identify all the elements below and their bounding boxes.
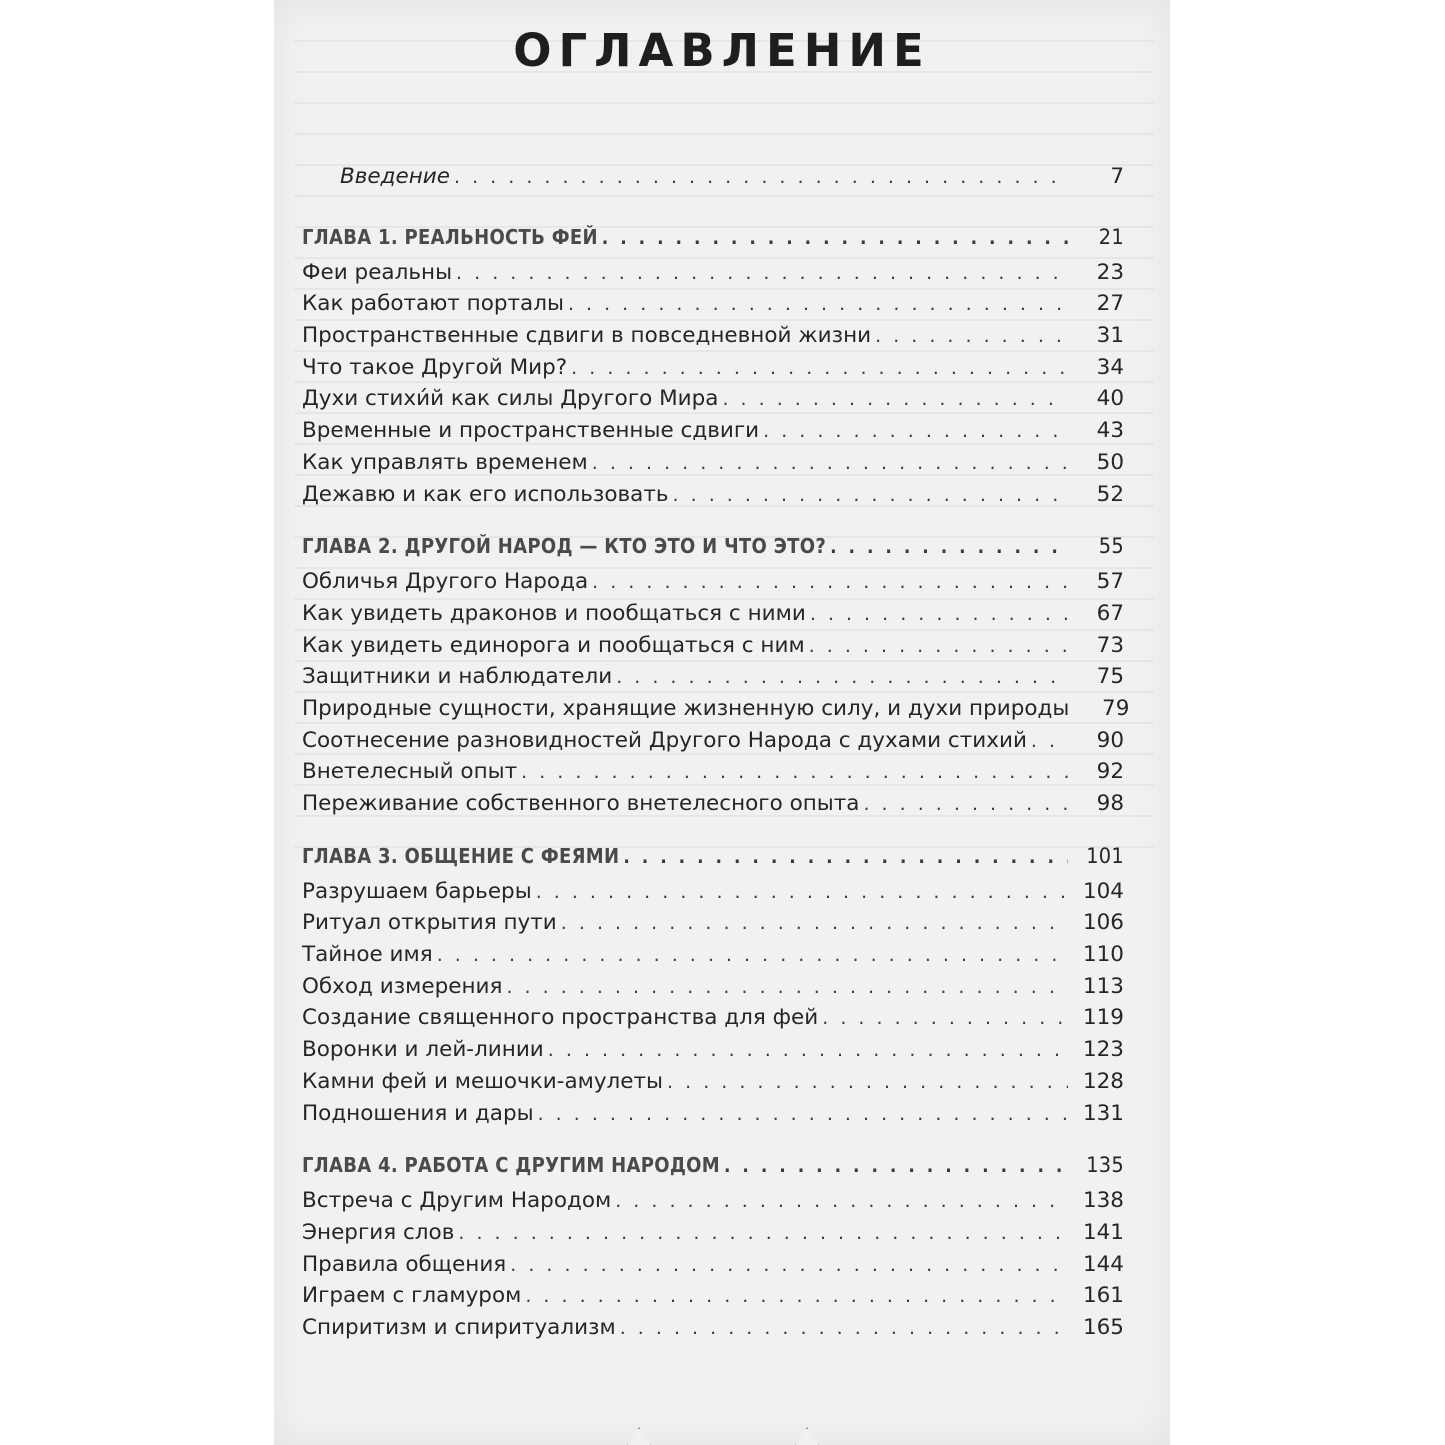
- toc-entry-label: Пространственные сдвиги в повседневной жизни: [302, 323, 872, 349]
- toc-entry-label: Обход измерения: [302, 973, 503, 999]
- toc-page-number: 67: [1096, 600, 1124, 626]
- toc-entry: [302, 756, 1124, 788]
- toc-entry: [302, 1312, 1124, 1344]
- toc-page-number: 131: [1082, 1100, 1124, 1126]
- dot-leader: [863, 789, 1068, 821]
- dot-leader: [722, 384, 1068, 416]
- toc-entry-label: Как увидеть драконов и пообщаться с ними: [302, 600, 806, 626]
- toc-entry: [302, 1066, 1124, 1098]
- toc-entry-label: Дежавю и как его использовать: [302, 481, 669, 507]
- dot-leader: [1031, 726, 1068, 758]
- toc-entry: [302, 1217, 1124, 1249]
- toc-entry-label: Переживание собственного внетелесного опыта: [302, 791, 860, 816]
- toc-entry-label: Спиритизм и спиритуализм: [302, 1314, 616, 1340]
- dot-leader: [525, 1281, 1068, 1313]
- toc-chapter-heading: [302, 1145, 1124, 1185]
- dot-leader: [623, 837, 1068, 877]
- toc-entry: [302, 630, 1124, 662]
- dot-leader: [809, 631, 1068, 663]
- toc-page-number: 55: [1098, 534, 1124, 560]
- dot-leader: [548, 1035, 1068, 1067]
- toc-page-number: 128: [1082, 1068, 1124, 1094]
- toc-entry: [302, 1249, 1124, 1281]
- toc-entry-label: Внетелесный опыт: [302, 759, 518, 785]
- toc-entry: [302, 598, 1124, 630]
- toc-entry-label: Что такое Другой Мир?: [302, 354, 568, 380]
- triangle-ornament-icon: [794, 1427, 820, 1445]
- toc-entry-intro: [302, 161, 1124, 193]
- dot-leader: [571, 353, 1068, 385]
- toc-page-number: 31: [1096, 323, 1124, 349]
- dot-leader: [506, 972, 1068, 1004]
- toc-page-number: 43: [1096, 418, 1124, 444]
- toc-page-number: 92: [1096, 759, 1124, 785]
- chapter-spacer: [302, 510, 1124, 526]
- toc-entry-label: Воронки и лей-линии: [302, 1037, 544, 1063]
- toc-page-number: 27: [1096, 291, 1124, 317]
- toc-entry-label: ГЛАВА 1. РЕАЛЬНОСТЬ ФЕЙ: [302, 224, 598, 249]
- toc-entry-label: Обличья Другого Народа: [302, 569, 589, 595]
- toc-page-number: 144: [1082, 1251, 1124, 1277]
- toc-entry: [302, 725, 1124, 757]
- toc-entry: [302, 1034, 1124, 1066]
- toc-entry-label: Как управлять временем: [302, 449, 588, 475]
- toc-entry: [302, 320, 1124, 352]
- dot-leader: [615, 1186, 1068, 1218]
- toc-page-number: 50: [1096, 449, 1124, 475]
- dot-leader: [521, 757, 1068, 789]
- toc-entry: [302, 447, 1124, 479]
- dot-leader: [592, 567, 1068, 599]
- toc-chapter-heading: [302, 217, 1124, 257]
- toc-page-number: 34: [1096, 354, 1124, 380]
- toc-entry: [302, 693, 1130, 725]
- toc-page-number: 104: [1082, 878, 1124, 904]
- toc-page-number: 52: [1096, 481, 1124, 507]
- toc-page-number: 75: [1096, 664, 1124, 690]
- toc-entry-label: Разрушаем барьеры: [302, 878, 532, 904]
- toc-page-number: 123: [1082, 1037, 1124, 1063]
- toc-page-number: 98: [1096, 791, 1124, 816]
- dot-leader: [568, 289, 1068, 321]
- dot-leader: [763, 416, 1068, 448]
- toc-entry: [302, 352, 1124, 384]
- toc-entry-label: Защитники и наблюдатели: [302, 664, 613, 690]
- toc-page-number: 57: [1096, 569, 1124, 595]
- dot-leader: [822, 1003, 1068, 1035]
- toc-entry-label: Ритуал открытия пути: [302, 910, 557, 936]
- toc-entry: [302, 479, 1124, 511]
- toc-entry: [302, 939, 1124, 971]
- toc-entry: [302, 257, 1124, 289]
- toc-entry-label: Встреча с Другим Народом: [302, 1188, 612, 1214]
- book-page: [274, 0, 1170, 1445]
- toc-entry-label: Как работают порталы: [302, 291, 564, 317]
- dot-leader: [456, 258, 1068, 290]
- toc-page-number: 101: [1086, 843, 1124, 869]
- dot-leader: [724, 1146, 1068, 1186]
- toc-entry: [302, 1002, 1124, 1034]
- toc-entry-label: Духи стихи́й как силы Другого Мира: [302, 386, 719, 412]
- toc-page-number: 110: [1082, 942, 1124, 968]
- toc-page-number: 90: [1096, 727, 1124, 753]
- dot-leader: [437, 940, 1068, 972]
- dot-leader: [536, 877, 1068, 909]
- toc-entry: [302, 788, 1124, 820]
- toc-entry-label: Камни фей и мешочки-амулеты: [302, 1068, 664, 1094]
- toc-entry-label: Природные сущности, хранящие жизненную силу, и духи природы: [302, 695, 1070, 721]
- toc-entry: [302, 907, 1124, 939]
- dot-leader: [510, 1250, 1068, 1282]
- toc-entry-label: Введение: [340, 164, 450, 189]
- dot-leader: [875, 321, 1068, 353]
- toc-entry-label: ГЛАВА 2. ДРУГОЙ НАРОД — КТО ЭТО И ЧТО ЭТО?: [302, 534, 827, 559]
- dot-leader: [592, 448, 1068, 480]
- toc-page-number: 21: [1098, 224, 1124, 250]
- dot-leader: [561, 908, 1068, 940]
- dot-leader: [616, 662, 1068, 694]
- toc-page-number: 141: [1082, 1219, 1124, 1245]
- toc-page-number: 7: [1110, 164, 1124, 189]
- toc-page-number: 106: [1082, 910, 1124, 936]
- dot-leader: [538, 1099, 1068, 1131]
- page-title: ОГЛАВЛЕНИЕ: [513, 24, 931, 77]
- toc-page-number: 135: [1086, 1153, 1124, 1179]
- toc-entry-label: Энергия слов: [302, 1219, 455, 1245]
- toc-entry: [302, 566, 1124, 598]
- toc-entry-label: Тайное имя: [302, 942, 433, 968]
- toc-entry-label: Как увидеть единорога и пообщаться с ним: [302, 632, 805, 658]
- toc-page-number: 165: [1082, 1314, 1124, 1340]
- toc-entry-label: Соотнесение разновидностей Другого Народа с духами стихий: [302, 727, 1027, 753]
- toc-page-number: 23: [1096, 259, 1124, 285]
- toc-entry-label: Правила общения: [302, 1251, 507, 1277]
- toc-page-number: 161: [1082, 1283, 1124, 1309]
- toc-entry: [302, 1185, 1124, 1217]
- toc-entry: [302, 415, 1124, 447]
- toc-page-number: 73: [1096, 632, 1124, 658]
- toc-page-number: 113: [1082, 973, 1124, 999]
- dot-leader: [454, 162, 1068, 194]
- toc-entry-label: Временные и пространственные сдвиги: [302, 418, 760, 444]
- dot-leader: [810, 599, 1068, 631]
- toc-entry-label: Подношения и дары: [302, 1100, 534, 1126]
- toc-entry: [302, 288, 1124, 320]
- chapter-spacer: [302, 820, 1124, 836]
- toc-entry-label: Феи реальны: [302, 259, 453, 285]
- toc-page-number: 40: [1096, 386, 1124, 412]
- toc-chapter-heading: [302, 526, 1124, 566]
- toc-entry: [302, 1280, 1124, 1312]
- toc-entry-label: Создание священного пространства для фей: [302, 1005, 819, 1031]
- toc-entry-label: ГЛАВА 3. ОБЩЕНИЕ С ФЕЯМИ: [302, 843, 620, 868]
- toc-entry: [302, 971, 1124, 1003]
- toc-entry-label: Играем с гламуром: [302, 1283, 522, 1309]
- toc-entry-label: ГЛАВА 4. РАБОТА С ДРУГИМ НАРОДОМ: [302, 1153, 720, 1178]
- toc-page-number: 119: [1082, 1005, 1124, 1031]
- dot-leader: [673, 480, 1068, 512]
- dot-leader: [620, 1313, 1068, 1345]
- chapter-spacer: [302, 1129, 1124, 1145]
- triangle-ornament-icon: [626, 1427, 652, 1445]
- toc-entry: [302, 383, 1124, 415]
- toc-entry: [302, 661, 1124, 693]
- dot-leader: [458, 1218, 1068, 1250]
- chapter-list: [302, 217, 1130, 1344]
- toc-chapter-heading: [302, 836, 1124, 876]
- dot-leader: [667, 1067, 1068, 1099]
- dot-leader: [602, 218, 1068, 258]
- toc-page-number: 79: [1102, 695, 1130, 721]
- dot-leader: [830, 527, 1068, 567]
- toc-page-number: 138: [1082, 1188, 1124, 1214]
- toc-entry: [302, 1098, 1124, 1130]
- toc-entry: [302, 876, 1124, 908]
- table-of-contents: [302, 161, 1130, 1344]
